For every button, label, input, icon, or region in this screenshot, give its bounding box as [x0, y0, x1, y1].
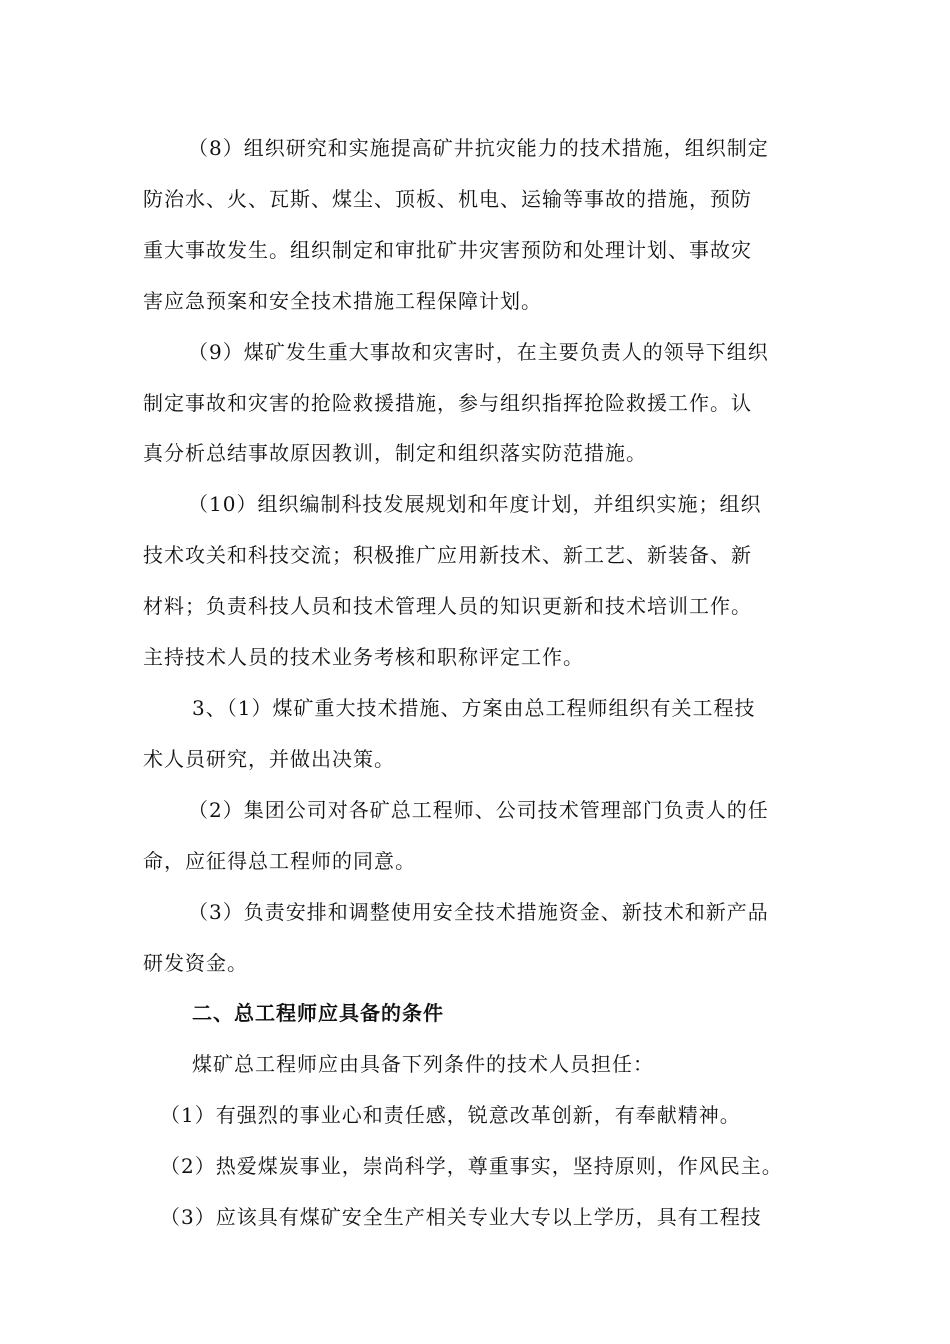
- paragraph-line: 命，应征得总工程师的同意。: [143, 849, 416, 873]
- paragraph-line: （10）组织编制科技发展规划和年度计划，并组织实施；组织: [188, 492, 762, 516]
- paragraph-line: 主持技术人员的技术业务考核和职称评定工作。: [143, 645, 584, 669]
- paragraph-line: 研发资金。: [143, 951, 248, 975]
- paragraph-line: 材料；负责科技人员和技术管理人员的知识更新和技术培训工作。: [143, 594, 752, 618]
- paragraph-line: （8）组织研究和实施提高矿井抗灾能力的技术措施，组织制定: [188, 136, 769, 160]
- paragraph-line: 术人员研究，并做出决策。: [143, 747, 395, 771]
- paragraph-line: 防治水、火、瓦斯、煤尘、顶板、机电、运输等事故的措施，预防: [143, 187, 752, 211]
- paragraph-line: 煤矿总工程师应由具备下列条件的技术人员担任：: [192, 1052, 654, 1076]
- paragraph-line: 技术攻关和科技交流；积极推广应用新技术、新工艺、新装备、新: [143, 543, 752, 567]
- paragraph-line: 害应急预案和安全技术措施工程保障计划。: [143, 289, 542, 313]
- section-heading: 二、总工程师应具备的条件: [192, 1001, 444, 1025]
- paragraph-line: （9）煤矿发生重大事故和灾害时，在主要负责人的领导下组织: [188, 340, 769, 364]
- list-item: （2）热爱煤炭事业，崇尚科学，尊重事实，坚持原则，作风民主。: [160, 1154, 783, 1178]
- paragraph-line: 3、（1）煤矿重大技术措施、方案由总工程师组织有关工程技: [192, 696, 756, 720]
- list-item: （1）有强烈的事业心和责任感，锐意改革创新，有奉献精神。: [160, 1103, 741, 1127]
- paragraph-line: （3）负责安排和调整使用安全技术措施资金、新技术和新产品: [188, 900, 769, 924]
- list-item: （3）应该具有煤矿安全生产相关专业大专以上学历，具有工程技: [160, 1205, 762, 1229]
- paragraph-line: 重大事故发生。组织制定和审批矿井灾害预防和处理计划、事故灾: [143, 238, 752, 262]
- paragraph-line: （2）集团公司对各矿总工程师、公司技术管理部门负责人的任: [188, 798, 769, 822]
- paragraph-line: 制定事故和灾害的抢险救援措施，参与组织指挥抢险救援工作。认: [143, 391, 752, 415]
- paragraph-line: 真分析总结事故原因教训，制定和组织落实防范措施。: [143, 441, 647, 465]
